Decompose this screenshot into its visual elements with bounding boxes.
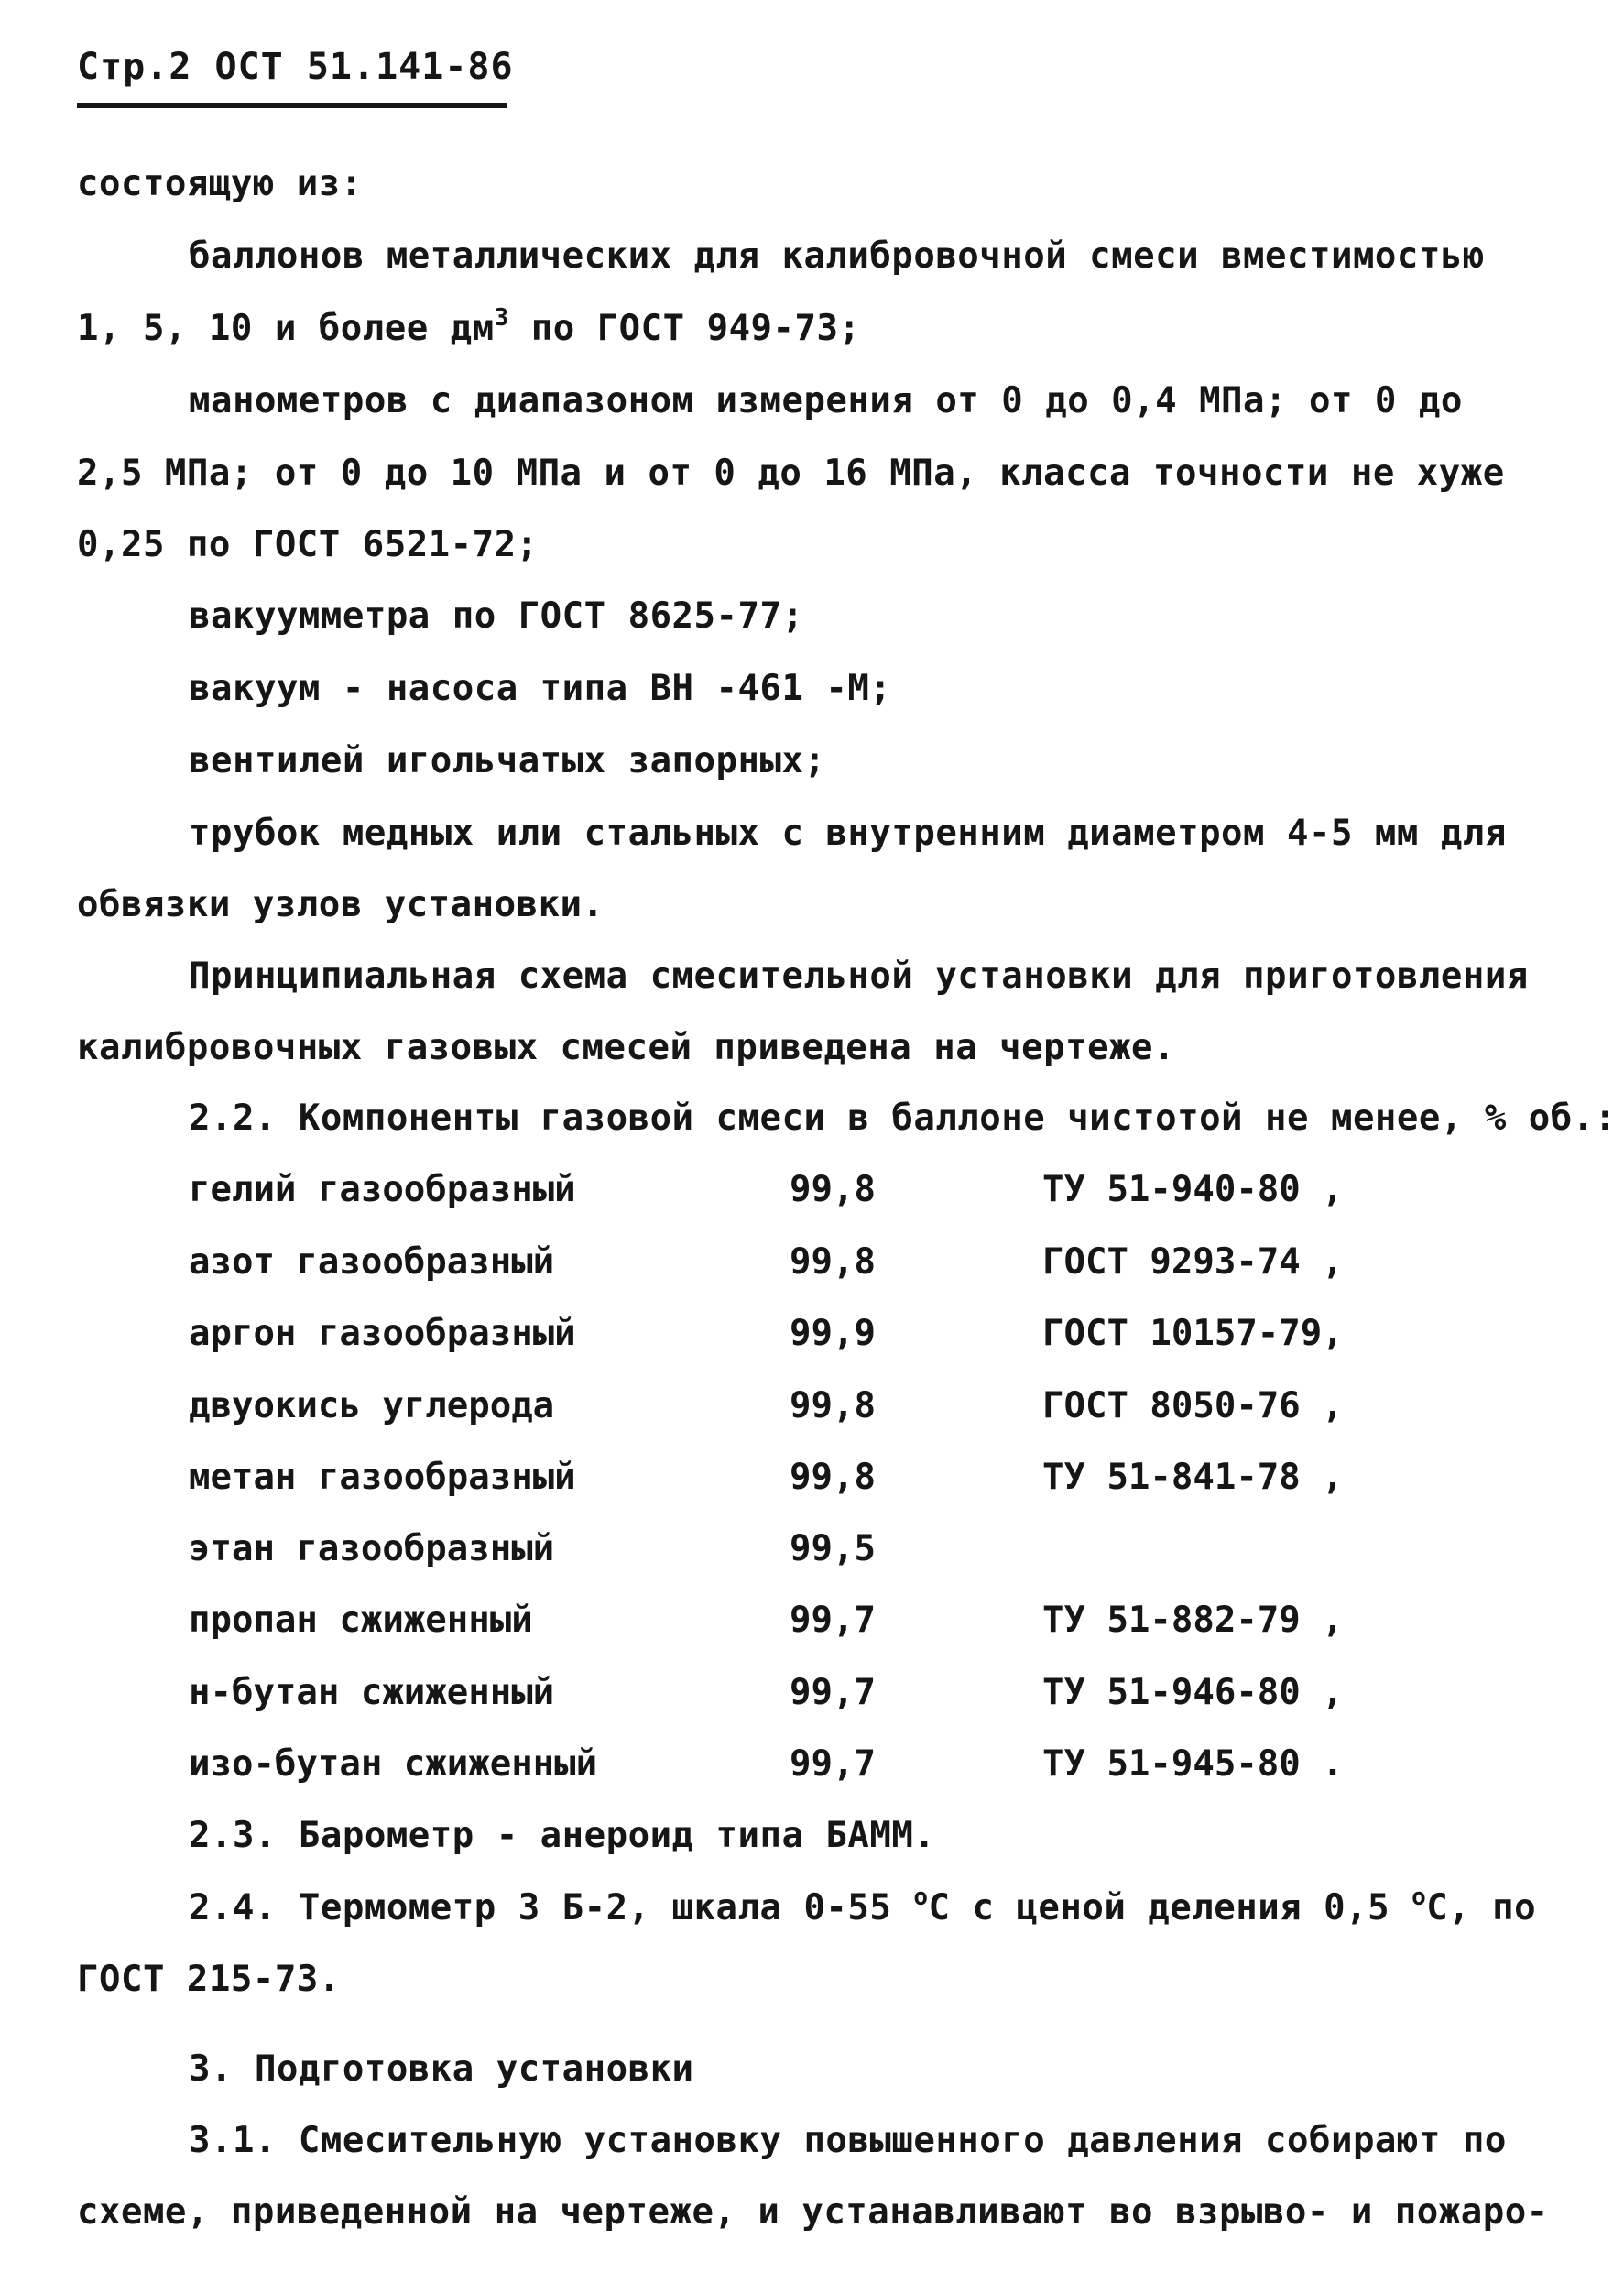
scheme-text-line1: Принципиальная схема смесительной установки для приготовления	[189, 956, 1529, 997]
section-2-4-line2: ГОСТ 215-73.	[77, 1959, 341, 2000]
component-purity: 99,8	[790, 1457, 876, 1498]
component-name: пропан сжиженный	[189, 1600, 533, 1641]
component-standard: ГОСТ 10157-79,	[1042, 1313, 1344, 1354]
scheme-text-line2: калибровочных газовых смесей приведена на чертеже.	[77, 1027, 1175, 1068]
component-standard: ТУ 51-882-79 ,	[1042, 1600, 1344, 1641]
superscript-3: 3	[494, 304, 509, 332]
table-row	[189, 1600, 1563, 1651]
item-tubes-line2: обвязки узлов установки.	[77, 884, 605, 925]
page-header: Стр.2 ОСТ 51.141-86	[77, 46, 514, 88]
component-name: аргон газообразный	[189, 1313, 576, 1354]
component-name: н-бутан сжиженный	[189, 1672, 555, 1713]
table-row	[189, 1743, 1563, 1795]
table-row	[189, 1457, 1563, 1508]
component-standard: ТУ 51-841-78 ,	[1042, 1457, 1344, 1498]
section-2-4-line1: 2.4. Термометр З Б-2, шкала 0-55 $^о$С с ценой деления 0,5 $^о$С, по	[189, 1884, 1537, 1928]
component-name: изо-бутан сжиженный	[189, 1743, 598, 1785]
component-standard: ТУ 51-946-80 ,	[1042, 1672, 1344, 1713]
item-valves: вентилей игольчатых запорных;	[189, 740, 826, 781]
degree-sign: о	[913, 1884, 929, 1911]
section-2-3: 2.3. Барометр - анероид типа БАММ.	[189, 1815, 936, 1856]
table-row	[189, 1241, 1563, 1293]
section-2-2-heading: 2.2. Компоненты газовой смеси в баллоне чистотой не менее, % об.:	[189, 1098, 1617, 1139]
section-3-heading: 3. Подготовка установки	[189, 2048, 694, 2090]
component-standard: ГОСТ 8050-76 ,	[1042, 1385, 1344, 1426]
item-cylinders-line2: 1, 5, 10 и более $дм^3$ по ГОСТ 949-73;	[77, 304, 861, 349]
component-purity: 99,8	[790, 1169, 876, 1210]
section-3-1-line1: 3.1. Смесительную установку повышенного давления собирают по	[189, 2120, 1507, 2161]
component-name: двуокись углерода	[189, 1385, 555, 1426]
item-manometers-line2: 2,5 МПа; от 0 до 10 МПа и от 0 до 16 МПа, класса точности не хуже	[77, 453, 1505, 494]
component-purity: 99,9	[790, 1313, 876, 1354]
component-purity: 99,8	[790, 1385, 876, 1426]
item-cylinders-line1: баллонов металлических для калибровочной смеси вместимостью	[189, 235, 1485, 277]
component-standard: ТУ 51-940-80 ,	[1042, 1169, 1344, 1210]
item-manometers-line3: 0,25 по ГОСТ 6521-72;	[77, 524, 539, 565]
component-standard: ТУ 51-945-80 .	[1042, 1743, 1344, 1785]
component-name: метан газообразный	[189, 1457, 576, 1498]
table-row	[189, 1385, 1563, 1436]
component-name: азот газообразный	[189, 1241, 555, 1283]
component-purity: 99,5	[790, 1528, 876, 1569]
header-underline	[77, 103, 507, 108]
component-purity: 99,7	[790, 1672, 876, 1713]
degree-sign: о	[1411, 1884, 1427, 1911]
component-name: этан газообразный	[189, 1528, 555, 1569]
component-standard: ГОСТ 9293-74 ,	[1042, 1241, 1344, 1283]
intro-text: состоящую из:	[77, 163, 363, 204]
section-3-1-line2: схеме, приведенной на чертеже, и устанавливают во взрыво- и пожаро-	[77, 2191, 1549, 2233]
table-row	[189, 1672, 1563, 1723]
item-manometers-line1: манометров с диапазоном измерения от 0 до 0,4 МПа; от 0 до	[189, 380, 1463, 421]
table-row	[189, 1313, 1563, 1364]
component-purity: 99,7	[790, 1600, 876, 1641]
component-purity: 99,8	[790, 1241, 876, 1283]
component-name: гелий газообразный	[189, 1169, 576, 1210]
item-tubes-line1: трубок медных или стальных с внутренним диаметром 4-5 мм для	[189, 813, 1507, 854]
table-row	[189, 1528, 1563, 1579]
component-purity: 99,7	[790, 1743, 876, 1785]
item-vacuummeter: вакуумметра по ГОСТ 8625-77;	[189, 595, 804, 637]
item-vacuum-pump: вакуум - насоса типа ВН -461 -М;	[189, 668, 892, 709]
table-row	[189, 1169, 1563, 1220]
